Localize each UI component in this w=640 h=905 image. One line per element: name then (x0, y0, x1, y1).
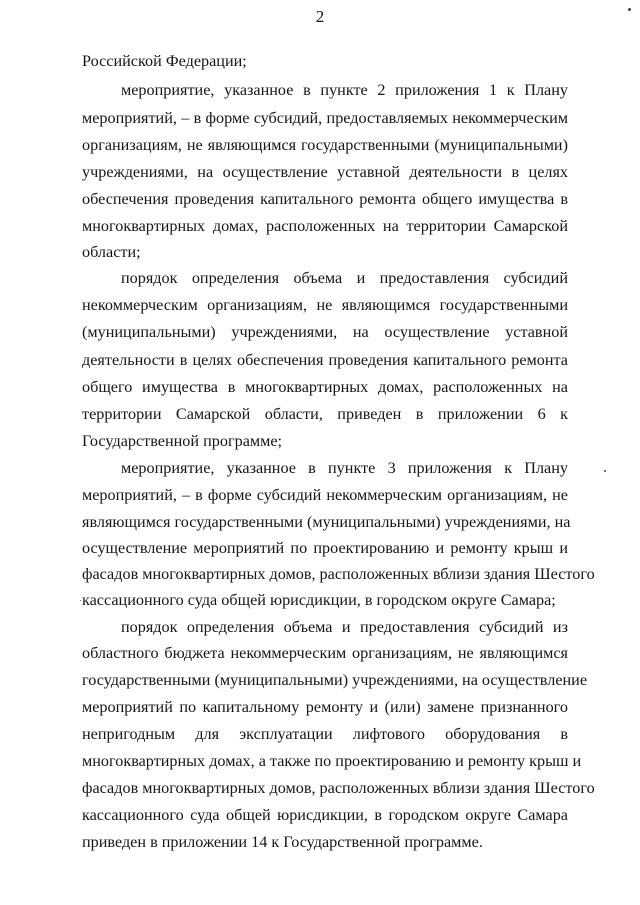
text-line: учреждениями, на осуществление уставной деятельности в целях (82, 163, 568, 181)
text-line: фасадов многоквартирных домов, расположенных вблизи здания Шестого (82, 565, 595, 583)
text-line: приведен в приложении 14 к Государственной программе. (82, 833, 483, 851)
text-line: мероприятие, указанное в пункте 2 приложения 1 к Плану (121, 81, 568, 99)
text-line: Российской Федерации; (82, 52, 247, 70)
text-line: некоммерческим организациям, не являющимся государственными (82, 296, 568, 314)
text-line: областного бюджета некоммерческим организациям, не являющимся (82, 644, 568, 662)
text-line: кассационного суда общей юрисдикции, в городском округе Самара; (82, 591, 556, 609)
text-line: общего имущества в многоквартирных домах, расположенных на (82, 378, 568, 396)
text-line: области; (82, 243, 141, 261)
text-line: мероприятие, указанное в пункте 3 приложения к Плану (121, 459, 568, 477)
text-line: непригодным для эксплуатации лифтового оборудования в (82, 725, 568, 743)
text-line: кассационного суда общей юрисдикции, в городском округе Самара (82, 806, 568, 824)
text-line: мероприятий, – в форме субсидий некоммерческим организациям, не (82, 486, 568, 504)
text-line: территории Самарской области, приведен в приложении 6 к (82, 405, 568, 423)
text-line: мероприятий, – в форме субсидий, предоставляемых некоммерческим (82, 109, 568, 127)
text-line: деятельности в целях обеспечения проведения капитального ремонта (82, 351, 568, 369)
text-line: Государственной программе; (82, 432, 283, 450)
text-line: фасадов многоквартирных домов, расположенных вблизи здания Шестого (82, 779, 595, 797)
scan-speck (80, 600, 81, 601)
text-line: организациям, не являющимся государственными (муниципальными) (82, 136, 568, 154)
text-line: являющимся государственными (муниципальными) учреждениями, на (82, 513, 571, 531)
text-line: осуществление мероприятий по проектированию и ремонту крыш и (82, 539, 568, 557)
text-line: порядок определения объема и предоставления субсидий (121, 269, 568, 287)
page-number: 2 (315, 7, 325, 26)
text-line: многоквартирных домах, расположенных на территории Самарской (82, 217, 568, 235)
text-line: (муниципальными) учреждениями, на осуществление уставной (82, 323, 568, 341)
text-line: обеспечения проведения капитального ремонта общего имущества в (82, 190, 568, 208)
text-line: мероприятий по капитальному ремонту и (или) замене признанного (82, 698, 568, 716)
text-line: многоквартирных домах, а также по проектированию и ремонту крыш и (82, 752, 582, 770)
scan-speck (604, 470, 606, 472)
scan-speck (628, 8, 631, 11)
text-line: государственными (муниципальными) учреждениями, на осуществление (82, 671, 588, 689)
text-line: порядок определения объема и предоставления субсидий из (121, 618, 568, 636)
